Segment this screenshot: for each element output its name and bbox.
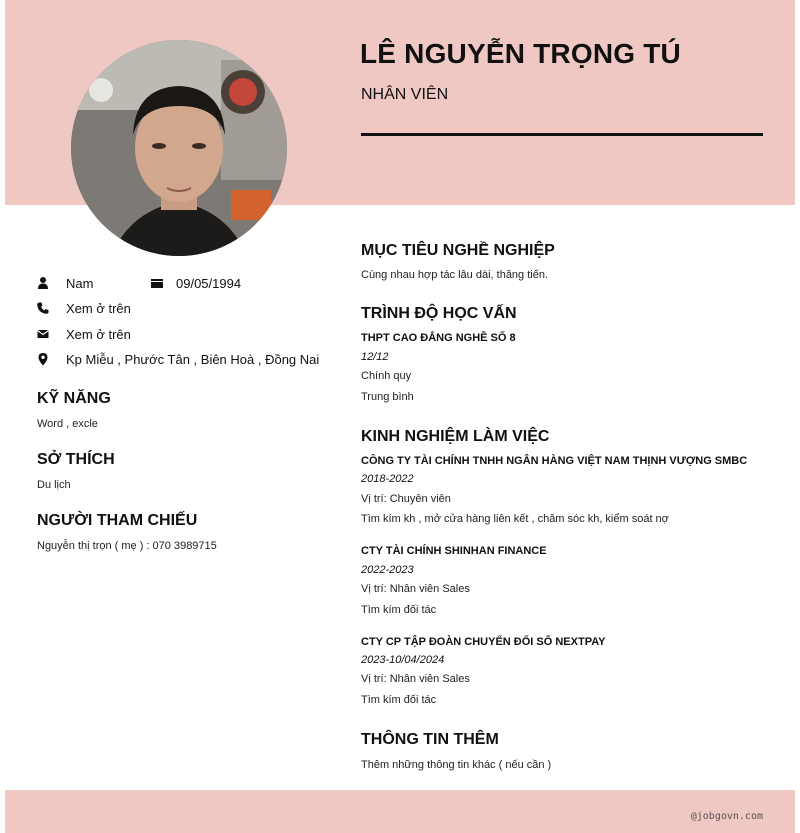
job-company: CÔNG TY TÀI CHÍNH TNHH NGÂN HÀNG VIỆT NAM THỊNH VƯỢNG SMBC bbox=[361, 455, 748, 467]
avatar bbox=[71, 40, 287, 256]
job-role: Vị trí: Nhân viên Sales bbox=[361, 673, 470, 685]
education-school: THPT CAO ĐẲNG NGHỀ SỐ 8 bbox=[361, 332, 516, 344]
experience-title: KINH NGHIỆM LÀM VIỆC bbox=[361, 428, 550, 445]
job-description: Tìm kím đối tác bbox=[361, 694, 437, 706]
avatar-photo bbox=[71, 40, 287, 256]
phone-icon bbox=[36, 301, 50, 315]
education-period: 12/12 bbox=[361, 351, 389, 363]
job-description: Tìm kím đối tác bbox=[361, 604, 437, 616]
address-value: Kp Miễu , Phước Tân , Biên Hoà , Đồng Nai bbox=[66, 352, 320, 367]
gender-value: Nam bbox=[66, 276, 94, 291]
birthday-value: 09/05/1994 bbox=[176, 276, 242, 291]
email-icon bbox=[36, 327, 50, 341]
watermark: @jobgovn.com bbox=[690, 811, 763, 822]
references-content: Nguyễn thị trọn ( mẹ ) : 070 3989715 bbox=[37, 540, 217, 552]
additional-title: THÔNG TIN THÊM bbox=[361, 731, 499, 748]
education-type: Chính quy bbox=[361, 370, 412, 382]
job-company: CTY TÀI CHÍNH SHINHAN FINANCE bbox=[361, 545, 547, 557]
additional-content: Thêm những thông tin khác ( nếu cần ) bbox=[361, 759, 552, 771]
skills-title: KỸ NĂNG bbox=[37, 390, 111, 407]
person-icon bbox=[36, 276, 50, 290]
hobbies-title: SỞ THÍCH bbox=[37, 451, 115, 468]
calendar-icon bbox=[150, 276, 164, 290]
job-description: Tìm kím kh , mở cửa hàng liên kết , chăm sóc kh, kiểm soát nợ bbox=[361, 513, 669, 525]
job-company: CTY CP TẬP ĐOÀN CHUYỂN ĐỔI SỐ NEXTPAY bbox=[361, 636, 606, 648]
job-role: Vị trí: Nhân viên Sales bbox=[361, 583, 470, 595]
hobbies-content: Du lịch bbox=[37, 479, 71, 491]
skills-content: Word , excle bbox=[37, 418, 98, 430]
header-divider bbox=[361, 133, 763, 136]
email-value: Xem ở trên bbox=[66, 327, 131, 342]
candidate-position: NHÂN VIÊN bbox=[361, 86, 449, 103]
job-period: 2022-2023 bbox=[361, 564, 414, 576]
job-role: Vị trí: Chuyên viên bbox=[361, 493, 451, 505]
objective-content: Cùng nhau hợp tác lâu dài, thăng tiến. bbox=[361, 269, 549, 281]
education-title: TRÌNH ĐỘ HỌC VẤN bbox=[361, 305, 517, 322]
phone-value: Xem ở trên bbox=[66, 301, 131, 316]
location-pin-icon bbox=[36, 352, 50, 366]
job-period: 2018-2022 bbox=[361, 473, 414, 485]
references-title: NGƯỜI THAM CHIẾU bbox=[37, 512, 198, 529]
job-period: 2023-10/04/2024 bbox=[361, 654, 445, 666]
education-grade: Trung bình bbox=[361, 391, 414, 403]
footer-band bbox=[5, 790, 795, 833]
candidate-name: LÊ NGUYỄN TRỌNG TÚ bbox=[360, 38, 681, 69]
objective-title: MỤC TIÊU NGHỀ NGHIỆP bbox=[361, 242, 555, 259]
